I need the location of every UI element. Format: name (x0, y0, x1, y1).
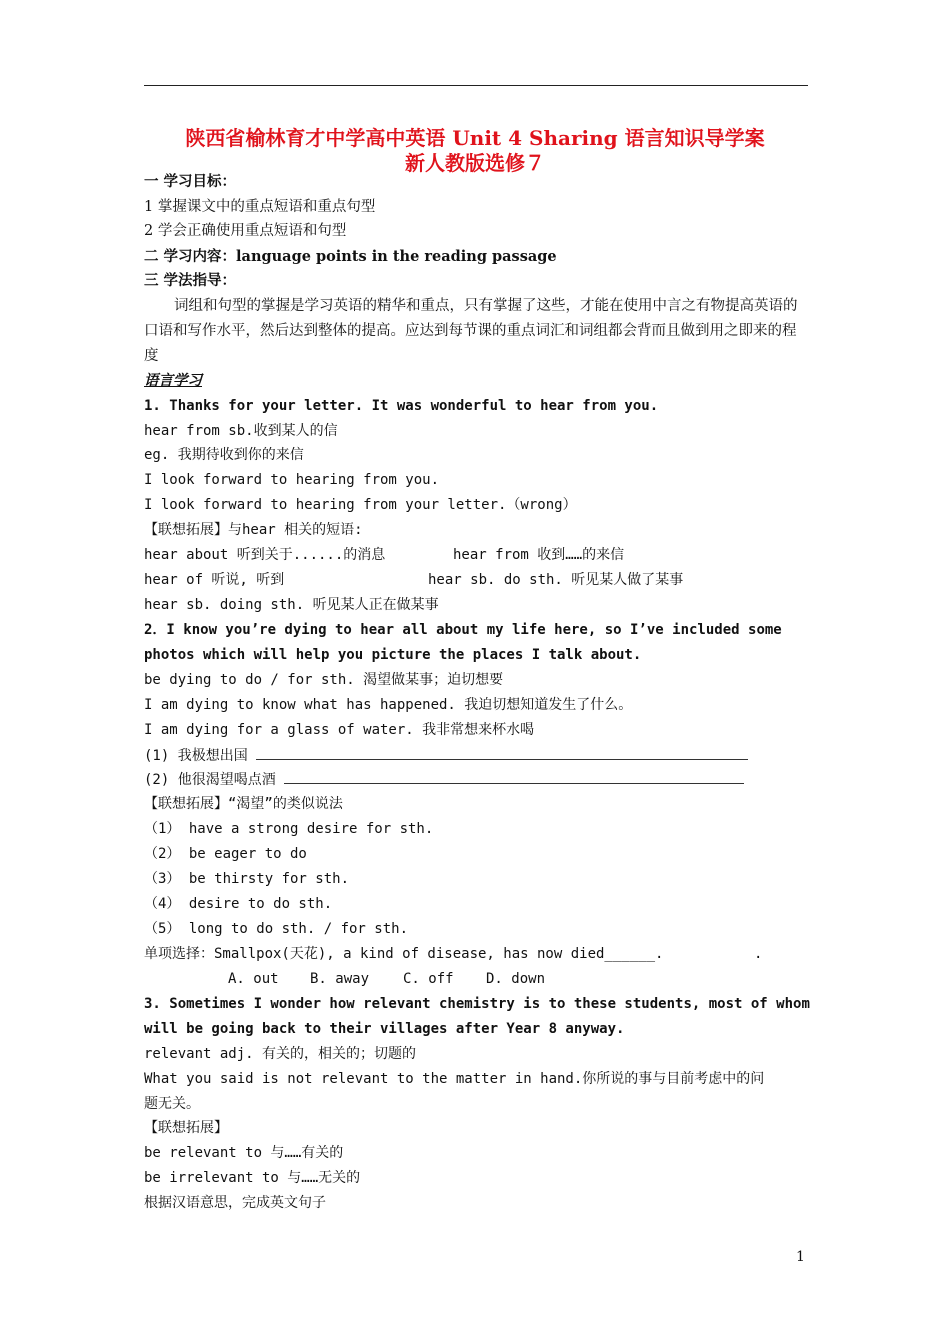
synonym-2: （2） be eager to do (144, 846, 307, 862)
option-d: D. down (486, 971, 546, 987)
objective-item-1: 1 掌握课文中的重点短语和重点句型 (144, 199, 376, 215)
synonym-5: （5） long to do sth. / for sth. (144, 921, 409, 937)
method-paragraph: 词组和句型的掌握是学习英语的精华和重点，只有掌握了这些，才能在使用中言之有物提高英语的口语和写作水平，然后达到整体的提高。应达到每节课的重点词汇和词组都会背而且做到用之即来的程度 (144, 298, 798, 364)
document-title: 陕西省榆林育才中学高中英语 Unit 4 Sharing 语言知识导学案 (185, 126, 765, 150)
exercise-1: (1) 我极想出国 (144, 746, 748, 765)
relevant-phrase: be relevant to 与……有关的 (144, 1145, 344, 1161)
exercise-2: (2) 他很渴望喝点酒 (144, 770, 744, 789)
point3-sentence-line-1: 3. Sometimes I wonder how relevant chemistry is to these students, most of whom (144, 996, 810, 1012)
option-a: A. out (228, 971, 279, 987)
multiple-choice-question: 单项选择：Smallpox(天花), a kind of disease, has now died______. (144, 946, 664, 962)
stray-dot: . (754, 946, 763, 962)
objectives-heading: 一 学习目标： (144, 173, 237, 190)
synonym-3: （3） be thirsty for sth. (144, 871, 350, 887)
point1-definition: hear from sb.收到某人的信 (144, 423, 338, 439)
option-b: B. away (310, 971, 370, 987)
phrase-hear-about: hear about 听到关于......的消息 (144, 547, 386, 563)
point1-eg: eg. 我期待收到你的来信 (144, 447, 304, 463)
irrelevant-phrase: be irrelevant to 与……无关的 (144, 1170, 361, 1186)
phrase-hear-of: hear of 听说, 听到 (144, 572, 285, 588)
header-rule (144, 85, 808, 86)
point2-example-2: I am dying for a glass of water. 我非常想来杯水喝 (144, 722, 535, 738)
document-subtitle: 新人教版选修７ (405, 151, 545, 175)
point2-extension-heading: 【联想拓展】“渴望”的类似说法 (144, 796, 343, 812)
phrase-hear-from: hear from 收到……的来信 (453, 547, 625, 563)
point3-extension-heading: 【联想拓展】 (144, 1120, 228, 1136)
synonym-4: （4） desire to do sth. (144, 896, 333, 912)
content-heading: 二 学习内容：language points in the reading passage (144, 248, 557, 265)
point3-example-line-2: 题无关。 (144, 1096, 200, 1112)
point1-example-1: I look forward to hearing from you. (144, 472, 440, 488)
point2-example-1: I am dying to know what has happened. 我迫切想知道发生了什么。 (144, 697, 633, 713)
phrase-hear-sb-do: hear sb. do sth. 听见某人做了某事 (428, 572, 684, 588)
phrase-hear-sb-doing: hear sb. doing sth. 听见某人正在做某事 (144, 597, 439, 613)
objective-item-2: 2 学会正确使用重点短语和句型 (144, 223, 347, 239)
synonym-1: （1） have a strong desire for sth. (144, 821, 434, 837)
translation-task: 根据汉语意思，完成英文句子 (144, 1195, 326, 1211)
point1-sentence: 1. Thanks for your letter. It was wonderful to hear from you. (144, 398, 659, 414)
page-number: 1 (796, 1249, 805, 1265)
point2-sentence-line-2: photos which will help you picture the places I talk about. (144, 647, 642, 663)
study-heading: 语言学习 (144, 372, 202, 389)
point2-sentence-line-1: 2．I know you’re dying to hear all about my life here, so I’ve included some (144, 622, 782, 638)
option-c: C. off (403, 971, 454, 987)
answer-blank-1[interactable] (256, 746, 748, 760)
method-heading: 三 学法指导： (144, 272, 237, 289)
answer-blank-2[interactable] (284, 770, 744, 784)
point3-example-line-1: What you said is not relevant to the matter in hand.你所说的事与目前考虑中的问 (144, 1071, 765, 1087)
point1-extension-heading: 【联想拓展】与hear 相关的短语: (144, 522, 363, 538)
point1-example-2: I look forward to hearing from your letter.（wrong） (144, 497, 577, 513)
point2-definition: be dying to do / for sth. 渴望做某事；迫切想要 (144, 672, 504, 688)
point3-sentence-line-2: will be going back to their villages after Year 8 anyway. (144, 1021, 625, 1037)
point3-definition: relevant adj. 有关的，相关的；切题的 (144, 1046, 417, 1062)
